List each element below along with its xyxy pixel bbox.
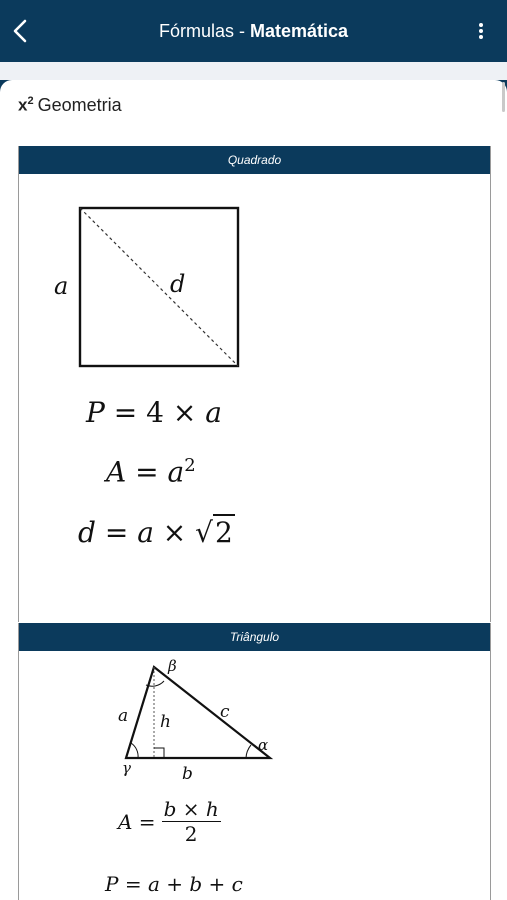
more-vertical-icon — [478, 22, 484, 40]
section-title: Geometria — [37, 94, 122, 115]
triangle-gamma-label: γ — [122, 759, 131, 777]
triangle-side-c-label: c — [220, 702, 230, 722]
page-title — [0, 0, 507, 62]
triangle-height-label: h — [160, 712, 171, 732]
header-spacer — [0, 62, 507, 80]
triangle-figure — [110, 655, 280, 783]
square-panel-title: Quadrado — [19, 146, 490, 174]
triangle-side-a-label: a — [118, 706, 129, 726]
square-diagonal-formula: d = a × √2 — [78, 516, 233, 549]
app-header — [0, 0, 507, 62]
triangle-side-b-label: b — [182, 764, 193, 783]
superscript-icon: $x^2$ — [18, 94, 34, 115]
triangle-panel-title: Triângulo — [19, 623, 490, 651]
scrollbar[interactable] — [502, 82, 505, 112]
square-area-formula: $A = a^2$ — [106, 455, 196, 489]
square-perimeter-formula: P = 4 × a — [86, 396, 222, 429]
square-side-label: a — [54, 272, 69, 300]
triangle-perimeter-formula: P = a + b + c — [105, 872, 243, 896]
square-figure — [50, 200, 250, 375]
triangle-beta-label: β — [168, 657, 177, 675]
page-title-subject: Matemática — [249, 20, 349, 41]
section-header — [18, 92, 122, 118]
square-diagonal-label: d — [170, 270, 186, 298]
overflow-menu-button[interactable] — [469, 18, 493, 44]
triangle-area-formula: A = $\frac{b \times h}{2}$ — [118, 797, 219, 846]
page-title-prefix: Fórmulas - — [158, 20, 245, 41]
triangle-alpha-label: α — [258, 736, 269, 754]
